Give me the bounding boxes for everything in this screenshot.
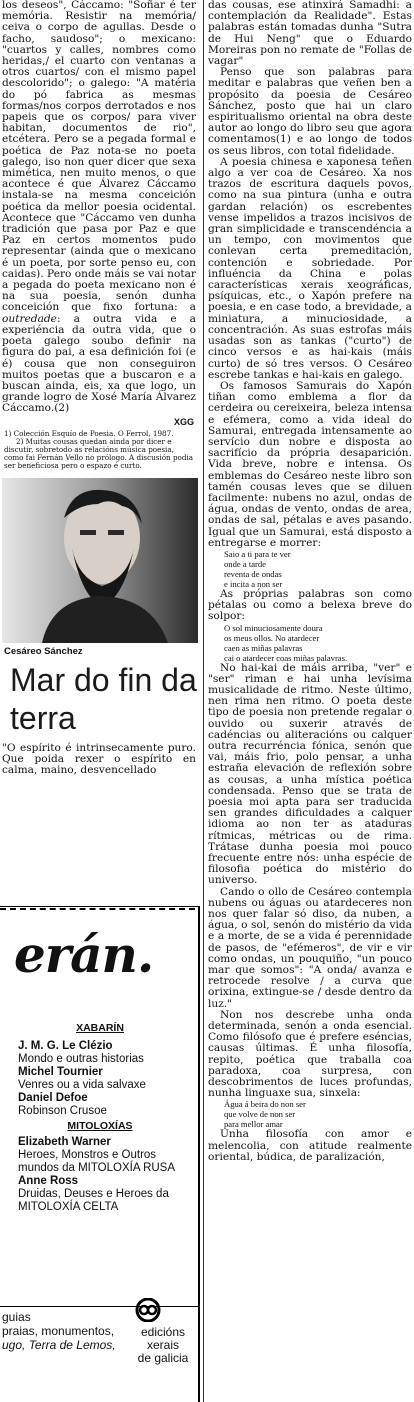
ad-book-list <box>0 1022 200 1214</box>
publisher-line: edicións <box>140 1325 186 1339</box>
ad-headline: erán. <box>14 925 154 984</box>
publisher-logo-icon <box>130 1298 166 1322</box>
body-paragraph: Non nos descrebe unha onda determinada, senón a onda esencial. Como filósofo que é prefere eséncias, causas últimas. É unha filosofía, repito, poética que traballa coa paradoxa, coa surpresa, con descobrimentos de luces profundas, nunha linguaxe sua, sinxela: <box>208 1008 412 1100</box>
article-headline: Mar do fin da terra <box>10 661 197 736</box>
publisher-line: xerais <box>146 1338 179 1352</box>
poem-line: reventa de ondas <box>224 568 282 579</box>
ad-footer-line: praias, monumentos, <box>2 1324 115 1338</box>
book-author: J. M. G. Le Clézio <box>18 1040 113 1052</box>
poem-line: Água á beira do non ser <box>224 1099 306 1110</box>
body-paragraph: Unha filosofía con amor e melencolia, con atitude realmente oriental, búdica, de paralización, <box>208 1128 412 1163</box>
author-photo <box>2 478 198 643</box>
intro-paragraph <box>0 0 200 415</box>
ad-footer-line: ugo, Terra de Lemos, <box>2 1338 116 1352</box>
column-divider <box>203 0 204 1402</box>
poem-line: para mellor amar <box>224 1119 283 1130</box>
lead-paragraph: "O espírito é intrinsecamente puro. Que poida rexer o espírito en calma, maino, desvencellado <box>2 741 196 776</box>
ad-list-1 <box>0 1040 200 1118</box>
ad-list-2 <box>0 1136 200 1214</box>
ad-footer-text <box>2 1310 116 1352</box>
poem-line: O sol minuciosamente doura <box>224 622 323 633</box>
body-paragraph: das cousas, ese atinxirá Samadhi: a contemplación da Realidade". Estas palabras están tomadas dunha "Sutra de Hui Neng" que o Eduardo Moreiras pon no remate de "Follas de vagar" <box>208 0 412 68</box>
book-title: Mondo e outras historias <box>18 1053 144 1065</box>
book-title: Robinson Crusoe <box>18 1105 107 1117</box>
intro-tail: : a outra vida e a experiéncia da outra vida, que o poeta galego soubo definir na figura do pai, a esa definición foi (e é) cousa que non conseguiron muitos poetas que a buscaron e a buscan ainda, eis, xa que logo, un grande logro de Xosé María Álvarez Cáccamo.(2) <box>2 312 196 415</box>
poem-line: que volve de non ser <box>224 1109 296 1120</box>
intro-text: los deseos", Cáccamo: "Soñar é ter memória. Resistir na memória/ ceiva o corpo de agullas. Desde o facho, saudoso"; o mexicano: "cuartos y calles, nombres como heridas,/ el cuarto con ventanas a otros cuartos/ con el mismo papel descolorido"; o galego: "A matéria do pó fabrica as mesmas formas/nos corpos derrotados e nos papeis que os corpos/ para viver habitan, documentos de rio", etcétera. Pero se a pegada formal e poética de Paz nota-se no poeta galego, iso non quer dicer que sexa mimética, nen muito menos, o que acontece é que Álvarez Cáccamo instala-se na mesma conceición poética da mellor poesia ocidental. Acontece que "Cáccamo ven dunha tradición que pasa por Paz e que Paz en certos momentos pudo representar (ainda que o mexicano é un poeta, por sorte penso eu, con caidas). Pero onde máis se vai notar a pegada do poeta mexicano non é na sua poesia, senón dunha conceición que fixo fortuna: a <box>2 0 196 314</box>
footnotes <box>0 427 200 470</box>
photo-caption: Cesáreo Sánchez <box>4 645 83 657</box>
left-column <box>0 0 200 776</box>
ad-section-xabarin: XABARÍN <box>76 1022 124 1034</box>
book-author: Elizabeth Warner <box>18 1136 111 1148</box>
ad-footer-line: guias <box>2 1310 31 1324</box>
ad-footer <box>0 1310 200 1402</box>
book-author: Anne Ross <box>18 1175 79 1187</box>
poem-line: Saio a ti para te ver <box>224 548 291 559</box>
ad-section-mitoloxias: MITOLOXÍAS <box>67 1120 133 1132</box>
poem-line: caen as miñas palavras <box>224 642 303 653</box>
book-author: Michel Tournier <box>18 1066 103 1078</box>
author-signature: XGG <box>173 416 194 427</box>
body-paragraph: Os famosos Samurais do Xapón tiñan como emblema a flor da cerdeira ou cereixeira, beleza intensa e efémera, como a vida ideal do Samurai, entregada intensamente ao servício dun nobre e disposta ao sacrifício da própria desaparición. Vida breve, nobre e intensa. Os emblemas do Cesáreo neste libro son tamén cousas leves que se diluen facilmente: nubens no azul, ondas de água, ondas de vento, ondas de area, ondas de sal, pétalas e aves pasando. Igual que un Samurai, está disposto a entregarse e morrer: <box>208 379 412 549</box>
poem-line: e incita a non ser <box>224 578 283 589</box>
body-paragraph: As próprias palabras son como pétalas ou como a belexa breve do solpor: <box>208 587 412 623</box>
book-author: Daniel Defoe <box>18 1092 88 1104</box>
intro-italic: outredade <box>2 312 57 325</box>
body-paragraph: No hai-kai de máis arriba, "ver" e "ser" riman e hai unha levísima musicalidade de ritmo. Neste último, nen rima nen ritmo. O poeta deste tipo de poesia non pretende regalar o ouvido ou suxerir através de cadéncias ou aliteracións ou calquer outra recurréncia fónica, senón que vai, máis frio, polo pensar, a unha estraña elevación de reflexión sobre as cousas, a unha mística poética condensada. Penso que se trata de poesia moi apta para ser traducida sen grandes dificuldades a calquer idioma ao non ter as ataduras rítmicas, métricas ou de rima. Trátase dunha poesia moi pouco frecuente entre nós: unha espécie de filosofia poética do mistério do universo. <box>208 661 412 887</box>
publisher-name <box>128 1326 198 1365</box>
book-title: Druidas, Deuses e Heroes da MITOLOXÍA CELTA <box>18 1188 169 1213</box>
body-paragraph: Cando o ollo de Cesáreo contempla nubens ou águas ou atardeceres non nos quer falar só diso, da nuben, a água, o sol, senón do mistério da vida e a morte, de se a vida é perennidade de pasos, de "efémeros", de vir e vir como ondas, un pouquiño, "un pouco mar que somos": "A onda/ avanza e retrocede resolve / a curva que orixina, extingue-se / desde dentro da luz." <box>208 885 412 1010</box>
poem-line: os meus ollos. No atardecer <box>224 632 320 643</box>
poem-line: onde a tarde <box>224 558 266 569</box>
book-title: Heroes, Monstros e Outros mundos da MITOLOXÍA RUSA <box>18 1149 176 1174</box>
portrait-image <box>2 478 198 643</box>
poem-line: cai o atardecer coas miñas palavras. <box>224 652 348 663</box>
right-column <box>208 0 414 1163</box>
poem-quote-2 <box>208 623 414 663</box>
body-paragraph: A poesia chinesa e xaponesa teñen algo a ver coa de Cesáreo. Xa nos trazos de escritura daquels povos, como na sua pintura (unha e outra gardan relación) os escrebentes vense impelidos a trazos incisivos de gran simplicidade e transcendéncia a un tempo, con movimentos que conlevan certa premeditación, contención e sobriedade. Por influéncia da China e polas características xerais xeográficas, psíquicas, etc., o Xapón prefere na poesia, e en case todo, a brevidade, a miniatura, a minuciosidade, a concentración. As suas estrofas máis usadas son as tankas ("curto") de cinco versos e as hai-kais (máis curto) de só tres versos. O Cesáreo escrebe tankas e hai-kais en galego. <box>208 155 412 381</box>
poem-quote-3 <box>208 1099 414 1129</box>
ad-footer-rule <box>0 1306 200 1307</box>
publisher-line: de galicia <box>137 1351 189 1365</box>
body-paragraph: Penso que son palabras para meditar e palabras que veñen ben a propósito da poesia de Cesáreo Sánchez, posto que hai un claro espiritualismo oriental na obra deste autor ao longo do libro seu que agora comentamos(1) e ao longo de todos os seus libros, con total fidelidade. <box>208 66 412 157</box>
footnote-1: 1) Colección Esquío de Poesia. O Ferrol, 1987. <box>4 428 174 438</box>
footnote-2: 2) Muitas cousas quedan ainda por dicer e discutir, sobretodo as relacións música poesia, como fai Fernán Vello no prólogo. A discusión podia ser beneficiosa pero o espazo é curto. <box>4 437 194 470</box>
poem-quote-1 <box>208 549 414 589</box>
ad-dashed-border <box>0 908 195 910</box>
book-title: Venres ou a vida salvaxe <box>18 1079 146 1091</box>
